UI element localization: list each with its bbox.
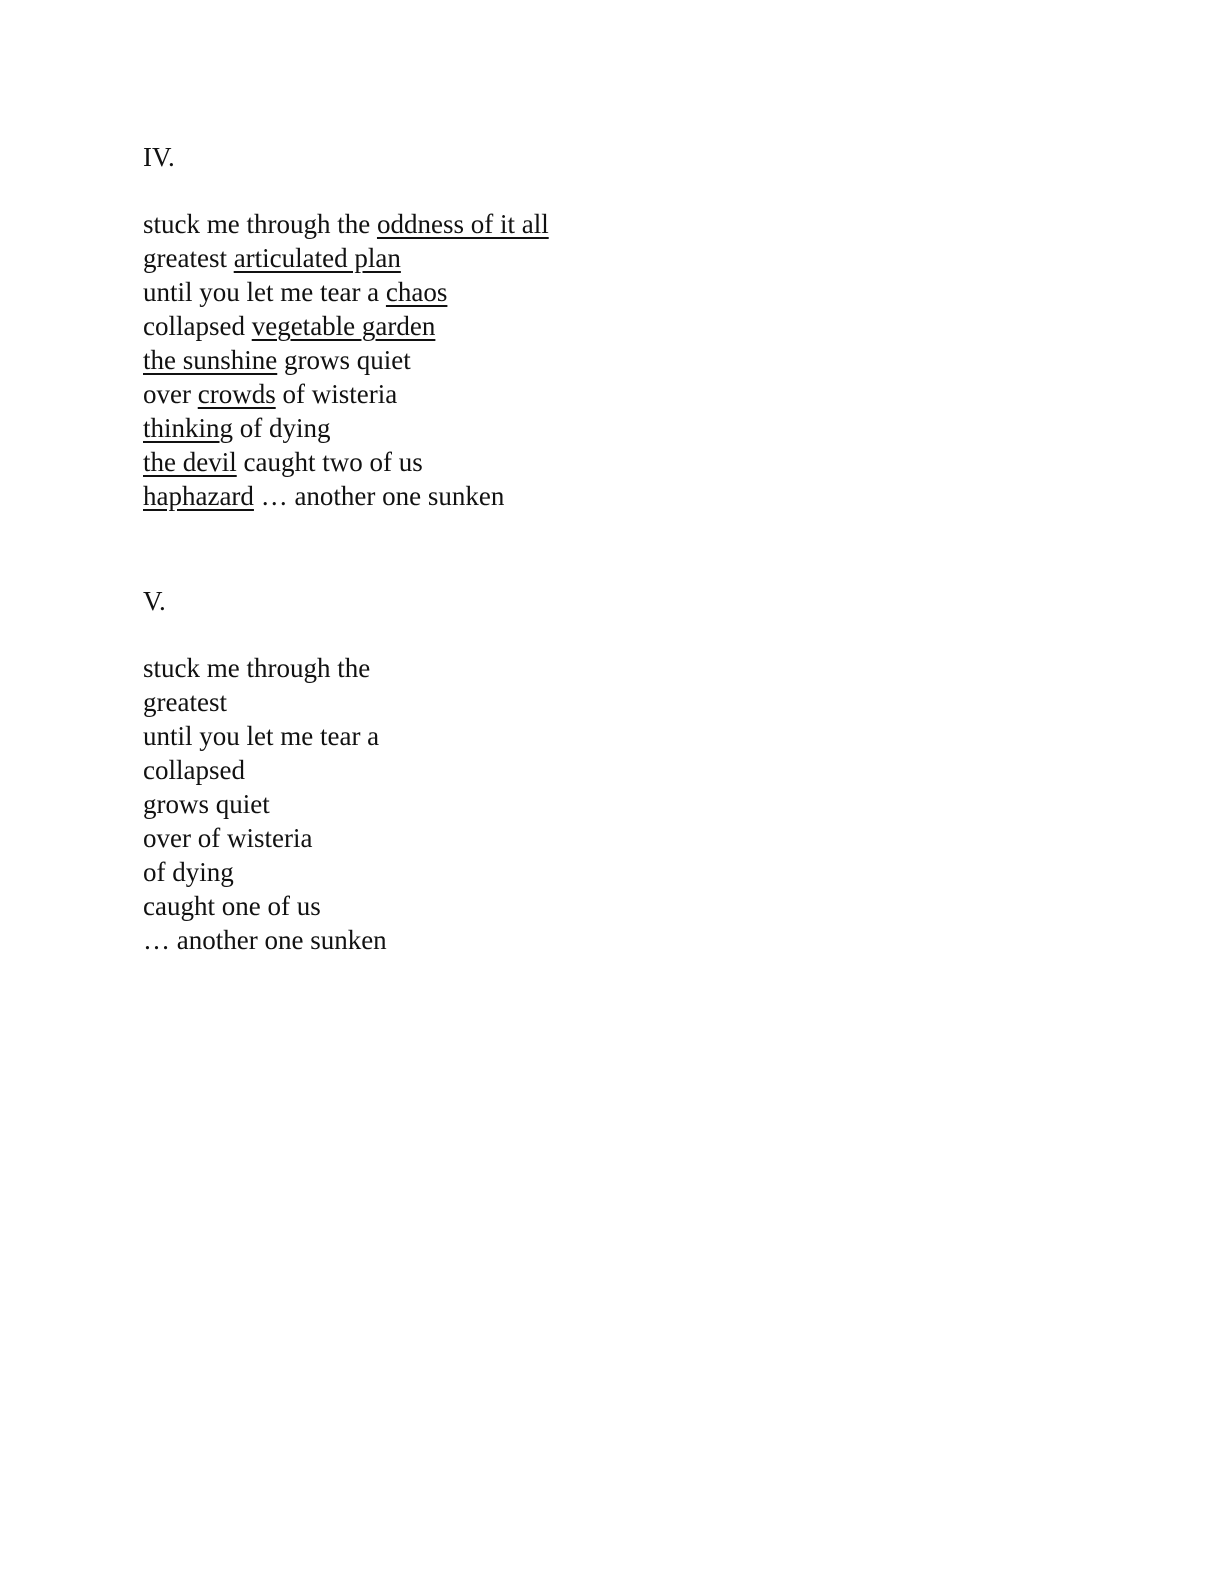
underlined-phrase: the sunshine: [143, 345, 278, 375]
underlined-phrase: chaos: [385, 277, 448, 307]
poem-line: [143, 445, 1043, 479]
line-text: of dying: [143, 857, 234, 887]
line-text: stuck me through the: [143, 653, 371, 683]
underlined-phrase: articulated plan: [233, 243, 401, 273]
line-text: greatest: [143, 687, 227, 717]
poem-line: [143, 309, 1043, 343]
section-v: [143, 584, 1043, 957]
section-iv: [143, 140, 1043, 513]
poem-line: [143, 207, 1043, 241]
poem-line: [143, 821, 1043, 855]
line-text: over: [143, 379, 198, 409]
line-text: of wisteria: [275, 379, 398, 409]
line-text: until you let me tear a: [143, 721, 380, 751]
line-text: until you let me tear a: [143, 277, 386, 307]
poem-line: [143, 343, 1043, 377]
line-text: over of wisteria: [143, 823, 313, 853]
section-heading: IV.: [143, 142, 175, 172]
poem-line: [143, 923, 1043, 957]
line-text: greatest: [143, 243, 234, 273]
line-text: of dying: [233, 413, 331, 443]
poem-line: [143, 479, 1043, 513]
section-heading: V.: [143, 586, 166, 616]
line-text: caught two of us: [236, 447, 423, 477]
poem-line: [143, 719, 1043, 753]
underlined-phrase: haphazard: [143, 481, 254, 511]
underlined-phrase: vegetable garden: [251, 311, 436, 341]
line-text: … another one sunken: [253, 481, 505, 511]
poem-line: [143, 855, 1043, 889]
line-text: grows quiet: [277, 345, 411, 375]
document-page: [143, 140, 1043, 957]
poem-line: [143, 753, 1043, 787]
line-text: collapsed: [143, 755, 245, 785]
stanza: [143, 651, 1043, 957]
underlined-phrase: crowds: [197, 379, 276, 409]
poem-line: [143, 889, 1043, 923]
line-text: collapsed: [143, 311, 252, 341]
line-text: stuck me through the: [143, 209, 377, 239]
poem-line: [143, 241, 1043, 275]
poem-line: [143, 685, 1043, 719]
underlined-phrase: oddness of it all: [376, 209, 549, 239]
poem-line: [143, 411, 1043, 445]
line-text: caught one of us: [143, 891, 321, 921]
underlined-phrase: the devil: [143, 447, 237, 477]
poem-line: [143, 651, 1043, 685]
underlined-phrase: thinking: [143, 413, 234, 443]
poem-line: [143, 275, 1043, 309]
poem-line: [143, 377, 1043, 411]
stanza: [143, 207, 1043, 513]
line-text: grows quiet: [143, 789, 270, 819]
poem-line: [143, 787, 1043, 821]
line-text: … another one sunken: [143, 925, 387, 955]
